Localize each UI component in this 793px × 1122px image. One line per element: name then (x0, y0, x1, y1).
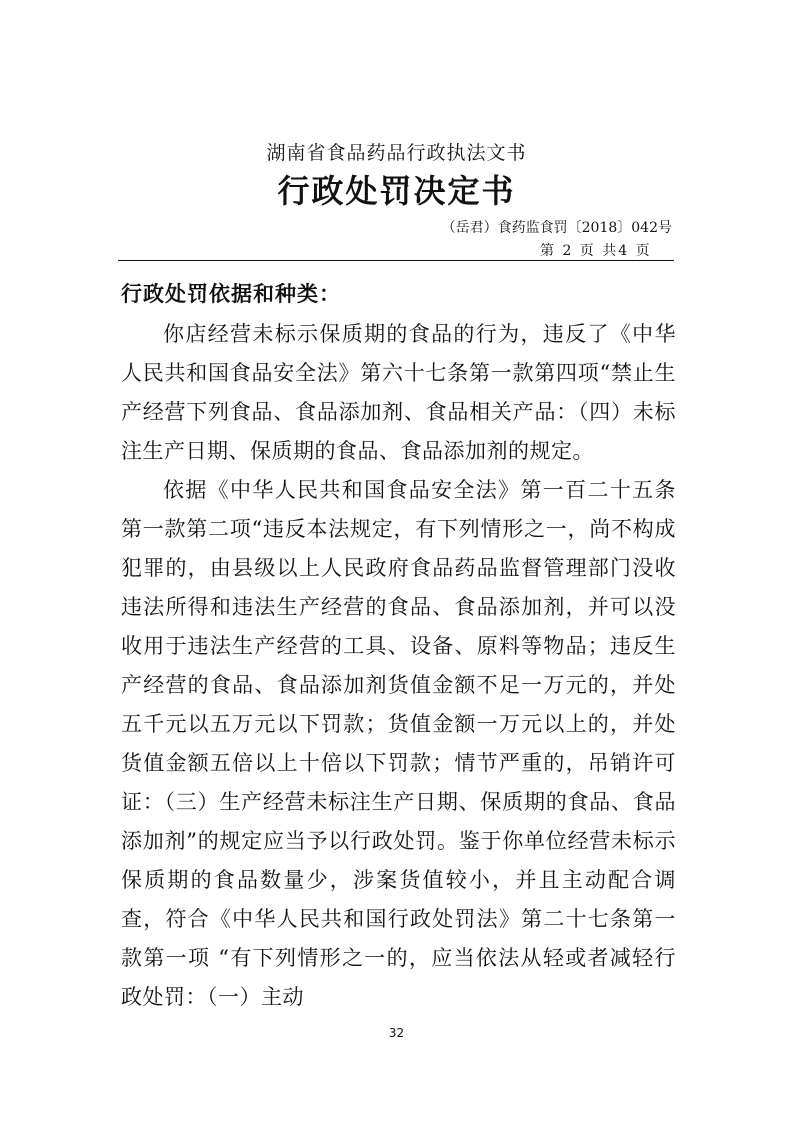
page-number: 32 (388, 1026, 405, 1040)
document-body (121, 315, 676, 1017)
document-subtitle: 湖南省食品药品行政执法文书 (266, 142, 527, 164)
section-heading: 行政处罚依据和种类： (121, 281, 341, 306)
document-number: （岳君）食药监食罚〔2018〕042号 (441, 220, 672, 236)
header-divider (118, 260, 674, 261)
paragraph-legal-basis: 依据《中华人民共和国食品安全法》第一百二十五条第一款第二项“违反本法规定，有下列情形之一，尚不构成犯罪的，由县级以上人民政府食品药品监督管理部门没收违法所得和违法生产经营的食品、食品添加剂，并可以没收用于违法生产经营的工具、设备、原料等物品；违反生产经营的食品、食品添加剂货值金额不足一万元的，并处五千元以五万元以下罚款；货值金额一万元以上的，并处货值金额五倍以上十倍以下罚款；情节严重的，吊销许可证：（三）生产经营未标注生产日期、保质期的食品、食品添加剂”的规定应当予以行政处罚。鉴于你单位经营未标示保质期的食品数量少，涉案货值较小，并且主动配合调查，符合《中华人民共和国行政处罚法》第二十七条第一款第一项 “有下列情形之一的，应当依法从轻或者减轻行政处罚：（一）主动 (121, 478, 676, 1009)
paragraph-violation: 你店经营未标示保质期的食品的行为，违反了《中华人民共和国食品安全法》第六十七条第一款第四项“禁止生产经营下列食品、食品添加剂、食品相关产品：（四）未标注生产日期、保质期的食品、食品添加剂的规定。 (121, 322, 676, 463)
page-info: 第 2 页 共4 页 (540, 243, 652, 259)
document-title: 行政处罚决定书 (277, 172, 516, 210)
